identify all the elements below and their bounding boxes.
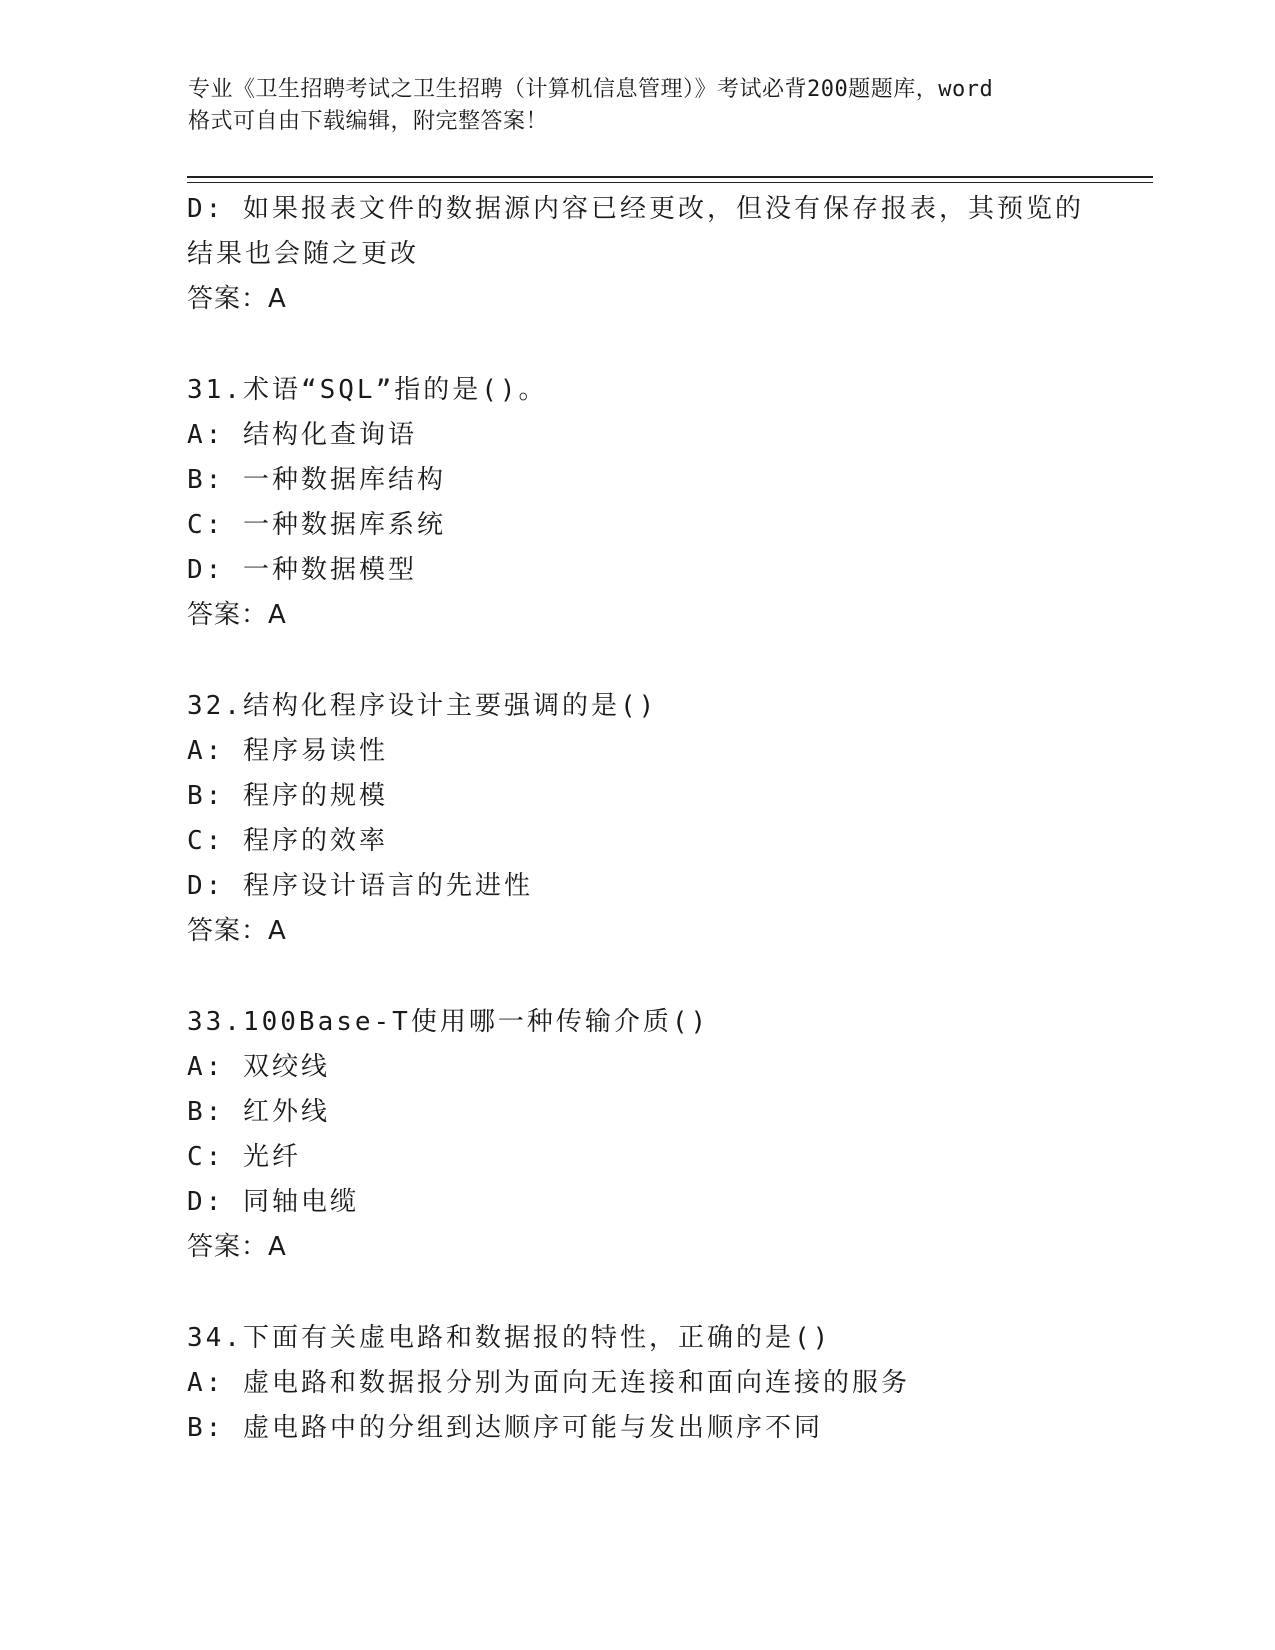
option-a: A: 虚电路和数据报分别为面向无连接和面向连接的服务 bbox=[187, 1368, 910, 1398]
option-d: D: 同轴电缆 bbox=[187, 1187, 359, 1217]
header-divider-thick bbox=[187, 176, 1153, 178]
question-stem: 33.100Base-T使用哪一种传输介质() bbox=[187, 1007, 710, 1037]
option-d: D: 如果报表文件的数据源内容已经更改，但没有保存报表，其预览的 bbox=[187, 194, 1084, 224]
question-31 bbox=[187, 368, 1153, 638]
question-33 bbox=[187, 1000, 1153, 1270]
question-32 bbox=[187, 684, 1153, 954]
answer: 答案：A bbox=[187, 600, 287, 630]
option-b: B: 程序的规模 bbox=[187, 781, 388, 811]
option-a: A: 双绞线 bbox=[187, 1052, 330, 1082]
question-stem: 34.下面有关虚电路和数据报的特性，正确的是() bbox=[187, 1323, 832, 1353]
answer: 答案：A bbox=[187, 1232, 287, 1262]
question-list bbox=[187, 187, 1153, 1451]
option-d: D: 一种数据模型 bbox=[187, 555, 417, 585]
question-34 bbox=[187, 1316, 1153, 1451]
option-b: B: 一种数据库结构 bbox=[187, 465, 446, 495]
option-b: B: 红外线 bbox=[187, 1097, 330, 1127]
spacer bbox=[187, 954, 1153, 1000]
option-d: D: 程序设计语言的先进性 bbox=[187, 871, 533, 901]
header-divider-thin bbox=[187, 182, 1153, 183]
option-a: A: 程序易读性 bbox=[187, 736, 388, 766]
header-title-line-1: 专业《卫生招聘考试之卫生招聘（计算机信息管理）》考试必背200题题库，word bbox=[188, 77, 994, 102]
question-stem: 31.术语“SQL”指的是()。 bbox=[187, 375, 548, 405]
answer: 答案：A bbox=[187, 916, 287, 946]
question-30-tail bbox=[187, 187, 1153, 322]
option-a: A: 结构化查询语 bbox=[187, 420, 417, 450]
option-c: C: 程序的效率 bbox=[187, 826, 388, 856]
document-header bbox=[188, 74, 1088, 138]
question-stem: 32.结构化程序设计主要强调的是() bbox=[187, 691, 658, 721]
header-title-line-2: 格式可自由下载编辑，附完整答案！ bbox=[188, 109, 549, 134]
option-c: C: 光纤 bbox=[187, 1142, 301, 1172]
answer: 答案：A bbox=[187, 284, 287, 314]
option-b: B: 虚电路中的分组到达顺序可能与发出顺序不同 bbox=[187, 1413, 823, 1443]
option-d-continuation: 结果也会随之更改 bbox=[187, 239, 420, 269]
spacer bbox=[187, 1270, 1153, 1316]
option-c: C: 一种数据库系统 bbox=[187, 510, 446, 540]
spacer bbox=[187, 322, 1153, 368]
spacer bbox=[187, 638, 1153, 684]
